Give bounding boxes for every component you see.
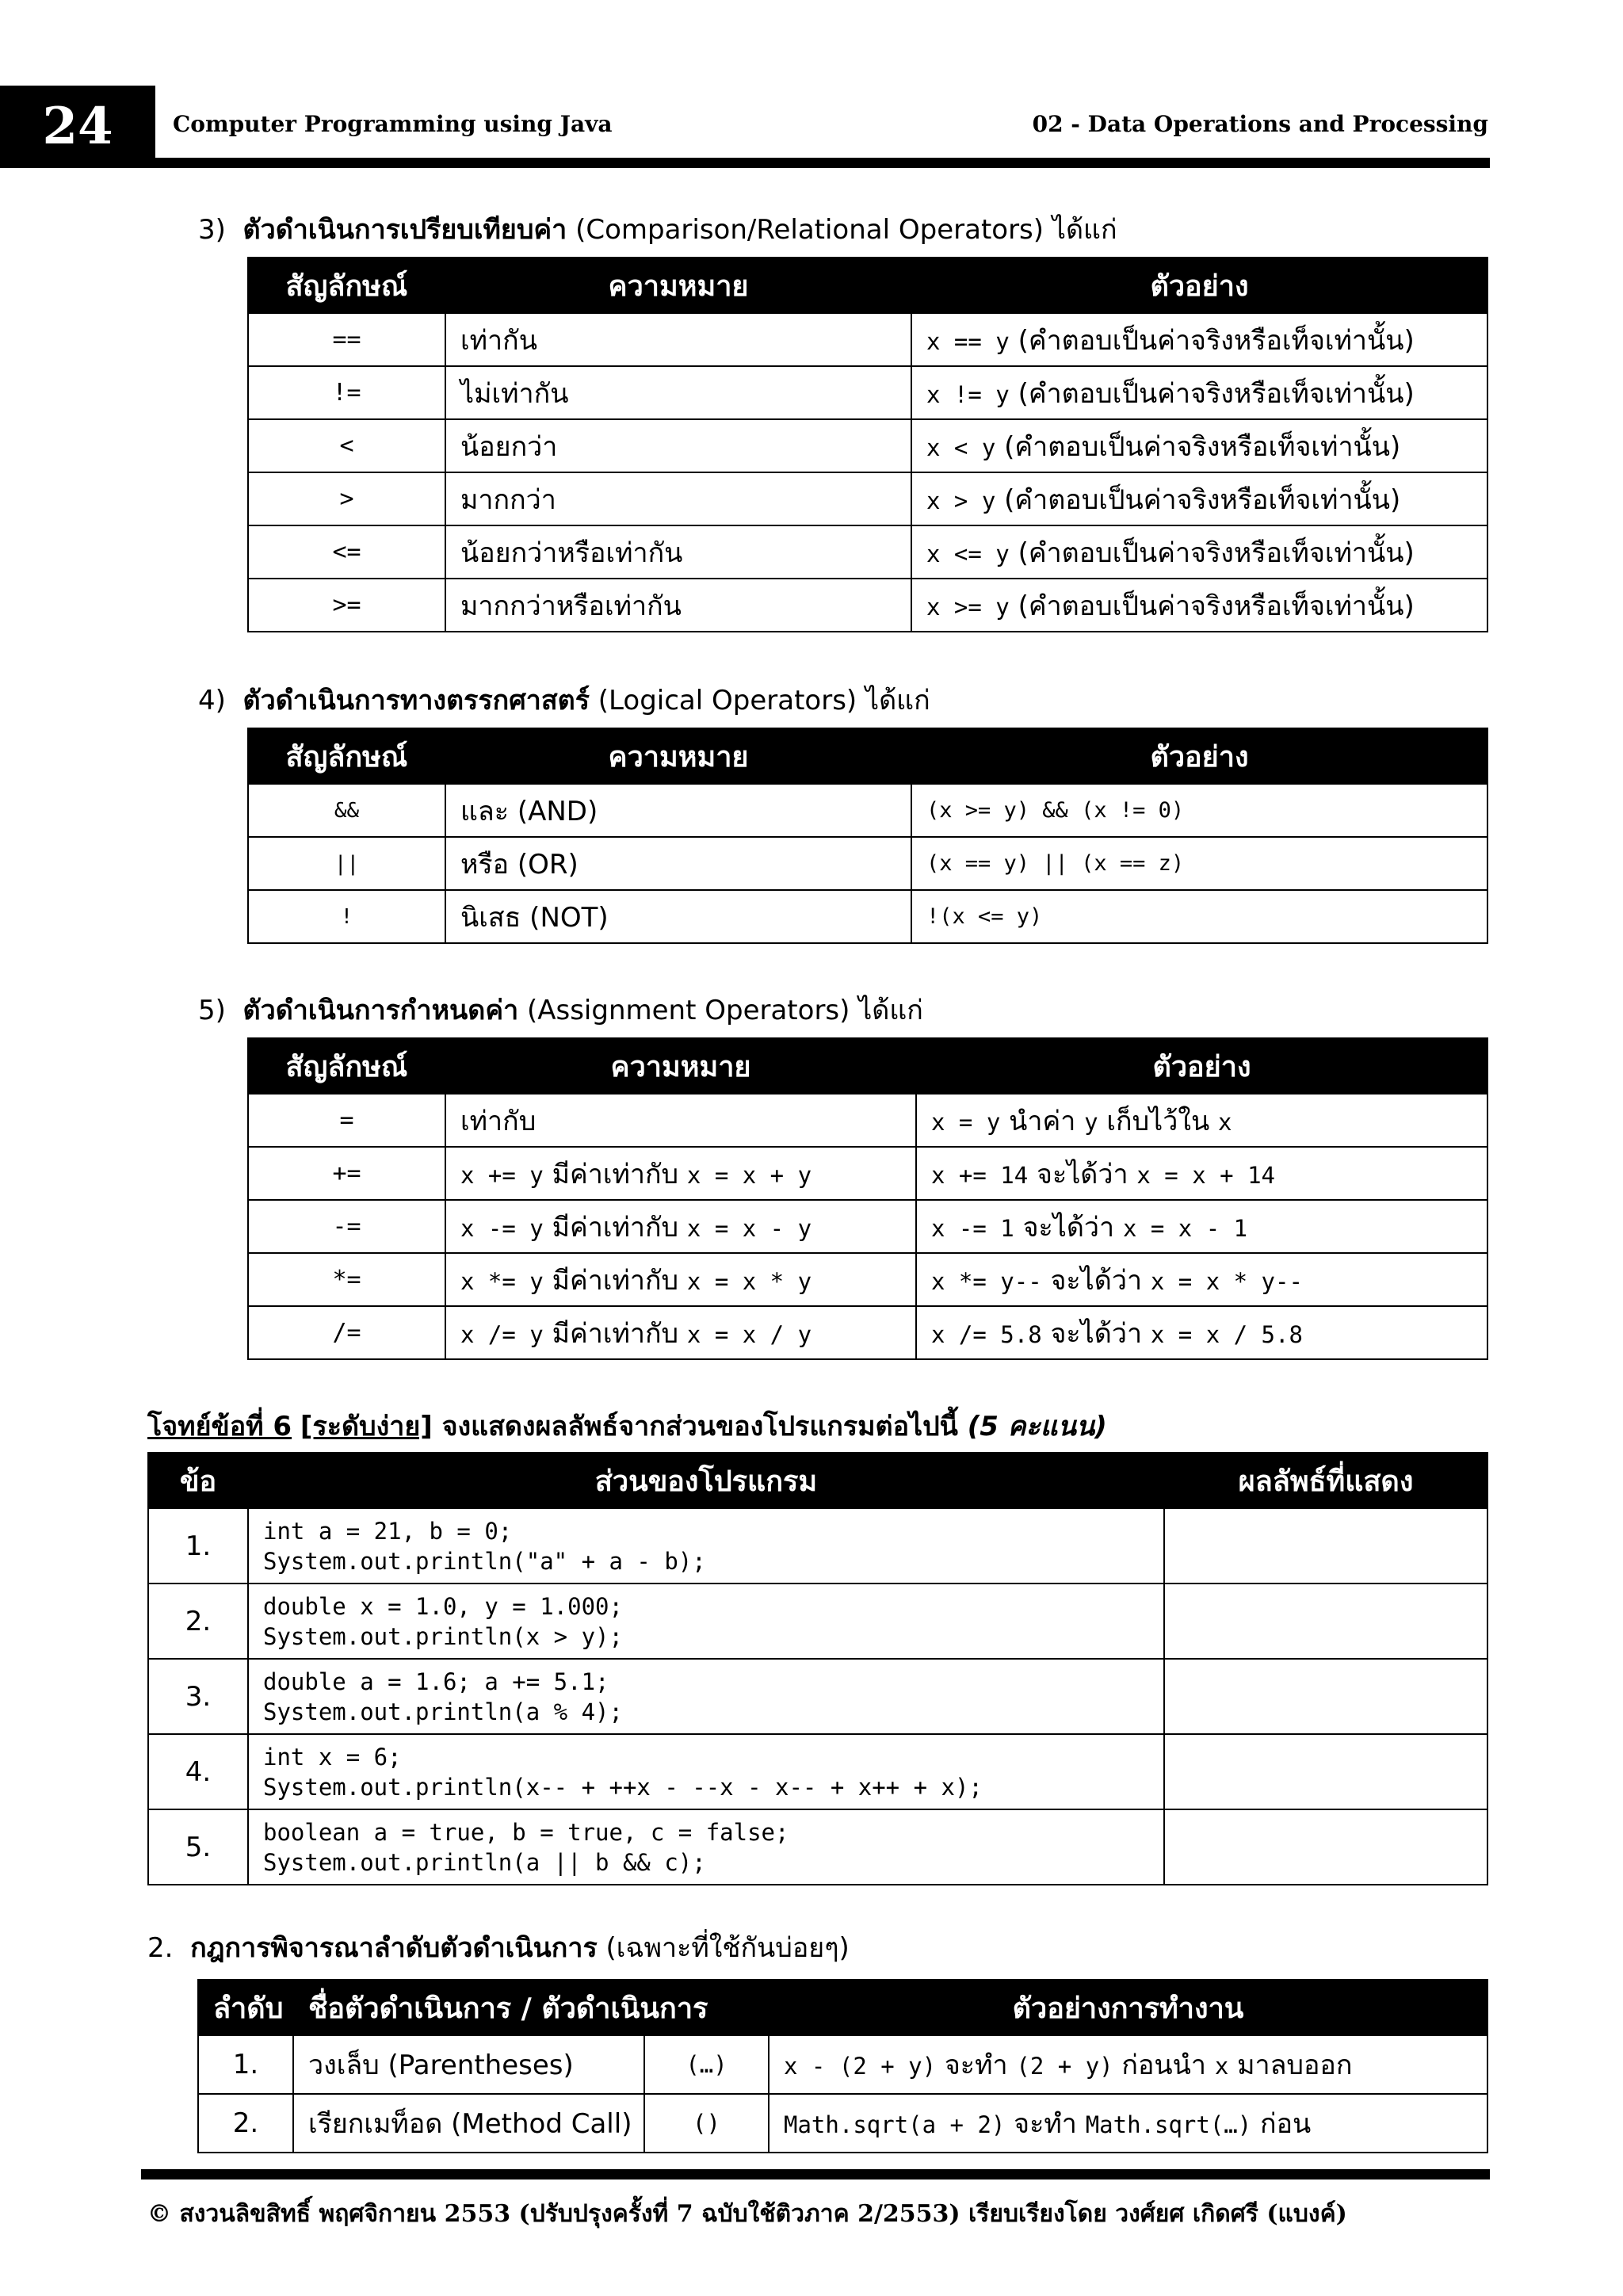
table-row [148, 1659, 1487, 1734]
example-cell: (x >= y) && (x != 0) [911, 784, 1487, 837]
example-cell [769, 2035, 1487, 2094]
example-cell [911, 366, 1487, 419]
code-line: System.out.println(x > y); [263, 1622, 623, 1650]
table-row [248, 525, 1487, 579]
table-row [248, 890, 1487, 943]
header-chapter-title: 02 - Data Operations and Processing [1032, 111, 1488, 137]
example-code: x - (2 + y) [784, 2053, 937, 2080]
exercise-table [147, 1452, 1488, 1885]
meaning-code: x *= y [460, 1267, 544, 1295]
table-row [198, 2094, 1487, 2153]
exercise-score: (5 คะแนน) [967, 1411, 1107, 1442]
example-cell [911, 472, 1487, 525]
code-line: int x = 6; [263, 1743, 402, 1771]
program-cell [248, 1584, 1164, 1659]
section-subtitle: (Comparison/Relational Operators) ได้แก่ [567, 214, 1117, 246]
example-cell [911, 525, 1487, 579]
example-cell [916, 1306, 1487, 1359]
header-book-title: Computer Programming using Java [173, 111, 613, 137]
section-assignment-heading [198, 988, 923, 1031]
example-cell [911, 419, 1487, 472]
symbol-cell: *= [248, 1253, 445, 1306]
example-cell [769, 2094, 1487, 2153]
example-code: x = x / 5.8 [1150, 1320, 1303, 1348]
table-header-row [148, 1453, 1487, 1508]
meaning-cell: หรือ (OR) [445, 837, 911, 890]
meaning-code: x -= y [460, 1214, 544, 1242]
table-row [248, 1200, 1487, 1253]
header-symbol: สัญลักษณ์ [248, 258, 445, 313]
meaning-cell [445, 1147, 916, 1200]
header-no: ข้อ [148, 1453, 248, 1508]
example-note: (คำตอบเป็นค่าจริงหรือเท็จเท่านั้น) [1009, 590, 1415, 622]
table-header-row [248, 728, 1487, 784]
example-code: x [1218, 1108, 1232, 1136]
example-code: (2 + y) [1016, 2053, 1113, 2080]
example-text: ก่อน [1251, 2108, 1312, 2140]
meaning-cell [445, 1200, 916, 1253]
meaning-code: x = x / y [686, 1320, 812, 1348]
symbol-cell: /= [248, 1306, 445, 1359]
example-code: x <= y [926, 540, 1010, 567]
example-text: จะทำ [936, 2050, 1017, 2081]
header-symbol: สัญลักษณ์ [248, 728, 445, 784]
example-text: จะทำ [1005, 2108, 1086, 2140]
example-code: x > y [926, 487, 996, 514]
header-symbol: สัญลักษณ์ [248, 1038, 445, 1094]
meaning-cell: ไม่เท่ากัน [445, 366, 911, 419]
example-code: x = x + 14 [1136, 1161, 1275, 1189]
table-row [148, 1584, 1487, 1659]
example-note: (คำตอบเป็นค่าจริงหรือเท็จเท่านั้น) [995, 430, 1401, 463]
example-code: x /= 5.8 [931, 1320, 1042, 1348]
header-meaning: ความหมาย [445, 728, 911, 784]
example-code: x *= y-- [931, 1267, 1042, 1295]
code-line: System.out.println(a % 4); [263, 1698, 623, 1725]
table-row [148, 1734, 1487, 1809]
section-title: กฎการพิจารณาลำดับตัวดำเนินการ [190, 1932, 598, 1964]
header-meaning: ความหมาย [445, 1038, 916, 1094]
meaning-cell: มากกว่าหรือเท่ากัน [445, 579, 911, 632]
header-program: ส่วนของโปรแกรม [248, 1453, 1164, 1508]
example-cell [911, 579, 1487, 632]
item-number: 3. [148, 1659, 248, 1734]
example-code: x == y [926, 327, 1010, 355]
meaning-code: x = x + y [686, 1161, 812, 1189]
program-cell [248, 1809, 1164, 1885]
header-output: ผลลัพธ์ที่แสดง [1164, 1453, 1487, 1508]
symbol-cell: == [248, 313, 445, 366]
symbol-cell: > [248, 472, 445, 525]
assignment-table [247, 1037, 1488, 1360]
meaning-text: เท่ากับ [460, 1105, 537, 1137]
symbol-cell: <= [248, 525, 445, 579]
operator-cell: (…) [644, 2035, 769, 2094]
section-number: 5) [198, 995, 226, 1026]
exercise-level: [ระดับง่าย] [300, 1411, 433, 1442]
table-row [248, 579, 1487, 632]
table-header-row [248, 1038, 1487, 1094]
symbol-cell: != [248, 366, 445, 419]
symbol-cell: && [248, 784, 445, 837]
meaning-text: มีค่าเท่ากับ [543, 1264, 687, 1297]
meaning-text: มีค่าเท่ากับ [543, 1317, 687, 1350]
header-operator-name: ชื่อตัวดำเนินการ / ตัวดำเนินการ [293, 1980, 769, 2035]
code-line: int a = 21, b = 0; [263, 1517, 513, 1545]
example-code: x = x - 1 [1122, 1214, 1248, 1242]
table-row [148, 1508, 1487, 1584]
example-code: x < y [926, 434, 996, 461]
example-code: x >= y [926, 593, 1010, 621]
example-note: (คำตอบเป็นค่าจริงหรือเท็จเท่านั้น) [1009, 537, 1415, 569]
example-cell: !(x <= y) [911, 890, 1487, 943]
meaning-cell: น้อยกว่า [445, 419, 911, 472]
section-logical-heading [198, 678, 930, 721]
meaning-code: x = x - y [686, 1214, 812, 1242]
exercise-label: โจทย์ข้อที่ 6 [147, 1411, 292, 1442]
comparison-table [247, 257, 1488, 632]
symbol-cell: >= [248, 579, 445, 632]
example-text: มาลบออก [1228, 2050, 1353, 2081]
header-example: ตัวอย่าง [911, 728, 1487, 784]
table-row [148, 1809, 1487, 1885]
program-cell [248, 1508, 1164, 1584]
section-title: ตัวดำเนินการเปรียบเทียบค่า [242, 214, 567, 246]
section-number: 2. [147, 1932, 174, 1964]
item-number: 5. [148, 1809, 248, 1885]
meaning-cell [445, 1306, 916, 1359]
table-row [248, 1253, 1487, 1306]
example-note: (คำตอบเป็นค่าจริงหรือเท็จเท่านั้น) [1009, 377, 1415, 410]
example-cell [916, 1200, 1487, 1253]
code-line: double a = 1.6; a += 5.1; [263, 1668, 609, 1695]
example-code: Math.sqrt(a + 2) [784, 2111, 1006, 2138]
example-text: ก่อนนำ [1113, 2050, 1215, 2081]
meaning-text: มีค่าเท่ากับ [543, 1158, 687, 1190]
example-code: x -= 1 [931, 1214, 1014, 1242]
code-line: System.out.println(x-- + ++x - --x - x-- + x++ + x); [263, 1773, 983, 1801]
symbol-cell: -= [248, 1200, 445, 1253]
example-code: x != y [926, 380, 1010, 408]
section-subtitle: (Logical Operators) ได้แก่ [589, 685, 930, 716]
example-code: x = x * y-- [1150, 1267, 1303, 1295]
section-subtitle: (Assignment Operators) ได้แก่ [518, 995, 923, 1026]
example-code: Math.sqrt(…) [1085, 2111, 1252, 2138]
table-row [248, 1094, 1487, 1147]
precedence-heading [147, 1926, 850, 1969]
table-header-row [198, 1980, 1487, 2035]
operator-name-cell: วงเล็บ (Parentheses) [293, 2035, 644, 2094]
example-text: เก็บไว้ใน [1098, 1105, 1219, 1137]
code-line: double x = 1.0, y = 1.000; [263, 1592, 623, 1620]
section-comparison-heading [198, 208, 1117, 250]
symbol-cell: += [248, 1147, 445, 1200]
answer-cell[interactable] [1164, 1734, 1487, 1809]
meaning-cell: เท่ากัน [445, 313, 911, 366]
exercise-heading [147, 1404, 1107, 1447]
meaning-cell [445, 1253, 916, 1306]
table-row [248, 784, 1487, 837]
example-cell: (x == y) || (x == z) [911, 837, 1487, 890]
example-code: x [1214, 2053, 1229, 2080]
example-cell [916, 1147, 1487, 1200]
item-number: 1. [148, 1508, 248, 1584]
logical-table [247, 728, 1488, 944]
symbol-cell: ! [248, 890, 445, 943]
header-example: ตัวอย่างการทำงาน [769, 1980, 1487, 2035]
section-subtitle: (เฉพาะที่ใช้กันบ่อยๆ) [597, 1932, 850, 1964]
meaning-cell: และ (AND) [445, 784, 911, 837]
example-note: (คำตอบเป็นค่าจริงหรือเท็จเท่านั้น) [995, 483, 1401, 516]
meaning-cell: น้อยกว่าหรือเท่ากัน [445, 525, 911, 579]
example-cell [911, 313, 1487, 366]
order-cell: 1. [198, 2035, 293, 2094]
precedence-table [197, 1979, 1488, 2153]
table-row [248, 472, 1487, 525]
example-text: จะได้ว่า [1041, 1317, 1151, 1350]
answer-cell[interactable] [1164, 1809, 1487, 1885]
header-order: ลำดับ [198, 1980, 293, 2035]
exercise-instruction: จงแสดงผลลัพธ์จากส่วนของโปรแกรมต่อไปนี้ [432, 1411, 968, 1442]
meaning-cell: มากกว่า [445, 472, 911, 525]
meaning-code: x += y [460, 1161, 544, 1189]
section-title: ตัวดำเนินการทางตรรกศาสตร์ [242, 685, 590, 716]
meaning-cell [445, 1094, 916, 1147]
example-text: จะได้ว่า [1028, 1158, 1137, 1190]
table-row [198, 2035, 1487, 2094]
program-cell [248, 1734, 1164, 1809]
meaning-code: x /= y [460, 1320, 544, 1348]
item-number: 2. [148, 1584, 248, 1659]
example-text: นำค่า [1000, 1105, 1085, 1137]
operator-cell: () [644, 2094, 769, 2153]
example-text: จะได้ว่า [1014, 1211, 1123, 1244]
example-code: x += 14 [931, 1161, 1029, 1189]
example-cell [916, 1253, 1487, 1306]
table-row [248, 1147, 1487, 1200]
table-row [248, 1306, 1487, 1359]
answer-cell[interactable] [1164, 1659, 1487, 1734]
table-row [248, 313, 1487, 366]
code-line: boolean a = true, b = true, c = false; [263, 1818, 789, 1846]
answer-cell[interactable] [1164, 1584, 1487, 1659]
table-header-row [248, 258, 1487, 313]
code-line: System.out.println("a" + a - b); [263, 1547, 706, 1575]
order-cell: 2. [198, 2094, 293, 2153]
meaning-code: x = x * y [686, 1267, 812, 1295]
symbol-cell: = [248, 1094, 445, 1147]
section-title: ตัวดำเนินการกำหนดค่า [242, 995, 519, 1026]
example-code: y [1084, 1108, 1098, 1136]
example-cell [916, 1094, 1487, 1147]
section-number: 4) [198, 685, 226, 716]
example-note: (คำตอบเป็นค่าจริงหรือเท็จเท่านั้น) [1009, 324, 1415, 357]
header-rule [155, 158, 1490, 168]
code-line: System.out.println(a || b && c); [263, 1848, 706, 1876]
table-row [248, 419, 1487, 472]
example-text: จะได้ว่า [1041, 1264, 1151, 1297]
page-number: 24 [0, 86, 155, 168]
header-example: ตัวอย่าง [911, 258, 1487, 313]
meaning-cell: นิเสธ (NOT) [445, 890, 911, 943]
symbol-cell: || [248, 837, 445, 890]
operator-name-cell: เรียกเมท็อด (Method Call) [293, 2094, 644, 2153]
header-example: ตัวอย่าง [916, 1038, 1487, 1094]
example-code: x = y [931, 1108, 1001, 1136]
meaning-text: มีค่าเท่ากับ [543, 1211, 687, 1244]
section-number: 3) [198, 214, 226, 246]
item-number: 4. [148, 1734, 248, 1809]
table-row [248, 837, 1487, 890]
table-row [248, 366, 1487, 419]
header-meaning: ความหมาย [445, 258, 911, 313]
footer-rule [141, 2169, 1490, 2179]
answer-cell[interactable] [1164, 1508, 1487, 1584]
program-cell [248, 1659, 1164, 1734]
symbol-cell: < [248, 419, 445, 472]
footer-copyright: © สงวนลิขสิทธิ์ พฤศจิกายน 2553 (ปรับปรุงครั้งที่ 7 ฉบับใช้ติวภาค 2/2553) เรียบเรียงโดย วงศ์ยศ เกิดศรี (แบงค์) [147, 2200, 1347, 2228]
